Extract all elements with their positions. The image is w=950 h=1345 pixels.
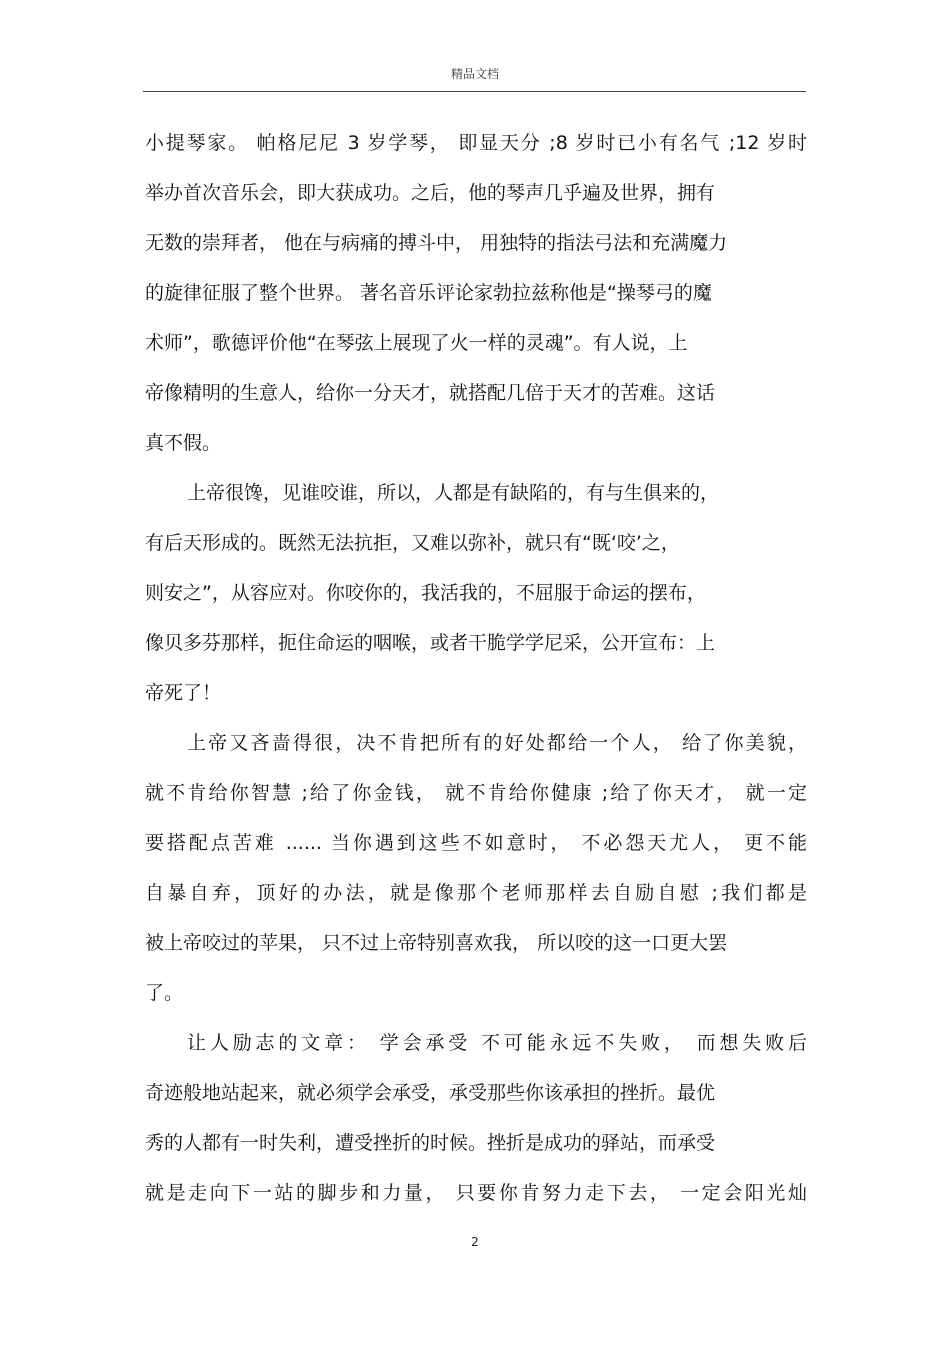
text-line: 帝死了！: [145, 682, 222, 704]
document-body: [145, 118, 807, 1218]
text-line: 了。: [145, 982, 184, 1004]
text-line: 就不肯给你智慧 ;给了你金钱， 就不肯给你健康 ;给了你天才， 就一定: [145, 782, 807, 804]
text-line: 举办首次音乐会，即大获成功。之后，他的琴声几乎遍及世界，拥有: [145, 182, 716, 204]
page-number: 2: [471, 1235, 479, 1249]
text-line: 上帝很馋，见谁咬谁，所以，人都是有缺陷的，有与生俱来的，: [187, 482, 720, 504]
page-header: 精品文档: [450, 67, 499, 81]
text-line: 奇迹般地站起来，就必须学会承受，承受那些你该承担的挫折。最优: [145, 1082, 716, 1104]
text-line: 像贝多芬那样，扼住命运的咽喉，或者干脆学学尼采，公开宣布：上: [145, 632, 716, 654]
text-line: 让人励志的文章： 学会承受 不可能永远不失败， 而想失败后: [187, 1032, 807, 1054]
text-line: 要搭配点苦难 ...... 当你遇到这些不如意时， 不必怨天尤人， 更不能: [145, 832, 807, 854]
text-line: 帝像精明的生意人，给你一分天才，就搭配几倍于天才的苦难。这话: [145, 382, 716, 404]
text-line: 上帝又吝啬得很，决不肯把所有的好处都给一个人， 给了你美貌，: [187, 732, 807, 754]
text-line: 被上帝咬过的苹果， 只不过上帝特别喜欢我， 所以咬的这一口更大罢: [145, 932, 728, 954]
text-line: 术师”，歌德评价他“在琴弦上展现了火一样的灵魂”。有人说，上: [145, 332, 688, 354]
text-line: 自暴自弃，顶好的办法，就是像那个老师那样去自励自慰 ;我们都是: [145, 882, 807, 904]
header-divider: [143, 91, 806, 92]
text-line: 则安之”，从容应对。你咬你的，我活我的，不屈服于命运的摆布，: [145, 582, 706, 604]
text-line: 的旋律征服了整个世界。 著名音乐评论家勃拉兹称他是“操琴弓的魔: [145, 282, 712, 304]
text-line: 真不假。: [145, 432, 222, 454]
text-line: 无数的崇拜者， 他在与病痛的搏斗中， 用独特的指法弓法和充满魔力: [145, 232, 728, 254]
text-line: 就是走向下一站的脚步和力量， 只要你肯努力走下去， 一定会阳光灿: [145, 1182, 807, 1204]
text-line: 秀的人都有一时失利，遭受挫折的时候。挫折是成功的驿站，而承受: [145, 1132, 716, 1154]
text-line: 有后天形成的。既然无法抗拒，又难以弥补，就只有“既‘咬’之，: [145, 532, 680, 554]
text-line: 小提琴家。 帕格尼尼 3 岁学琴， 即显天分 ;8 岁时已小有名气 ;12 岁时: [145, 132, 807, 154]
